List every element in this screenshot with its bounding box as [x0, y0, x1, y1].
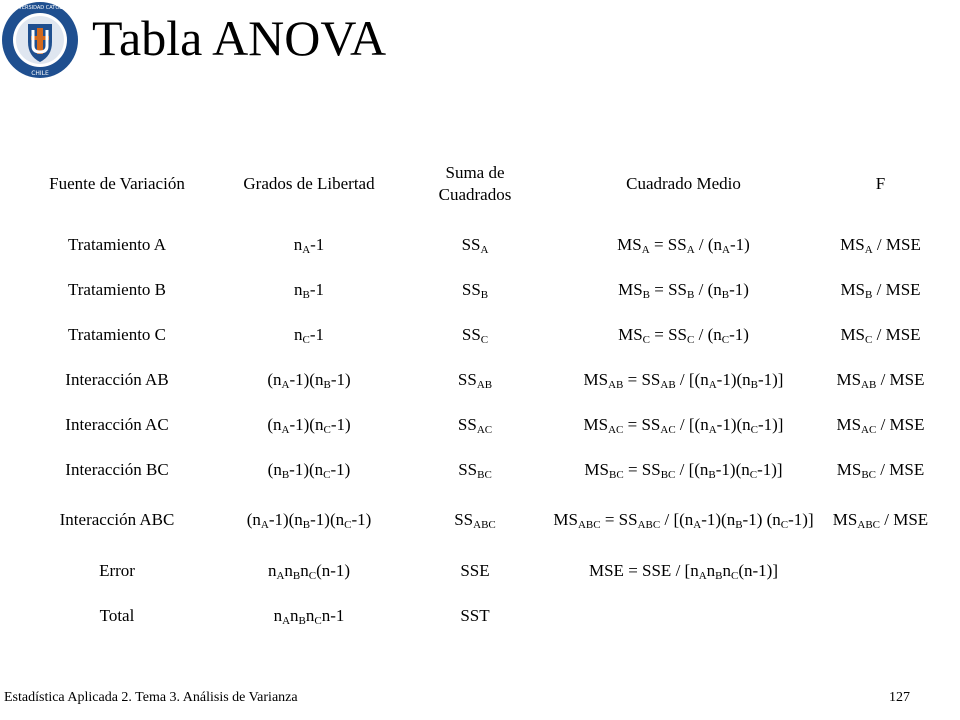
- cell-f: [821, 593, 940, 638]
- cell-source: Total: [99, 605, 135, 625]
- cell-source: Interacción ABC: [59, 510, 175, 529]
- footer-course: Estadística Aplicada 2. Tema 3. Análisis de Varianza: [4, 690, 298, 705]
- table-row: [20, 222, 940, 267]
- cell-ss: $SS_B$: [461, 279, 489, 301]
- table-row: [20, 402, 940, 447]
- cell-source: Interacción BC: [65, 459, 169, 479]
- cell-ss: SST: [460, 605, 490, 625]
- cell-ms: $MS_{BC} = SS_{BC} / [(n_B-1)(n_C-1)]$: [584, 459, 783, 481]
- cell-df: $n_An_Bn_C(n-1)$: [267, 560, 351, 582]
- svg-text:CHILE: CHILE: [31, 70, 49, 77]
- cell-ss: $SS_{ABC}$: [454, 510, 496, 531]
- cell-source: Tratamiento B: [67, 279, 167, 299]
- header-f: F: [875, 174, 886, 193]
- cell-df: $n_A-1$: [293, 234, 325, 256]
- cell-ms: $MS_A = SS_A / (n_A-1)$: [617, 234, 750, 256]
- cell-ss: $SS_{AB}$: [457, 369, 493, 391]
- cell-df: $(n_A-1)(n_C-1)$: [267, 414, 351, 436]
- cell-df: $n_B-1$: [293, 279, 324, 301]
- cell-ms: $MS_C = SS_C / (n_C-1)$: [618, 324, 749, 346]
- svg-text:UNIVERSIDAD CATOLICA: UNIVERSIDAD CATOLICA: [9, 5, 71, 11]
- page-title: Tabla ANOVA: [92, 10, 387, 66]
- cell-f: $MS_C$ / MSE: [840, 324, 921, 346]
- cell-df: $(n_A-1)(n_B-1)(n_C-1)$: [246, 510, 372, 531]
- page-number: 127: [889, 690, 910, 705]
- cell-df: $(n_B-1)(n_C-1)$: [267, 459, 351, 481]
- table-row: [20, 548, 940, 593]
- cell-ms: $MS_{ABC} = SS_{ABC} / [(n_A-1)(n_B-1)$ $(n_C-1)$]: [553, 510, 814, 531]
- cell-df: $n_An_Bn_Cn-1$: [273, 605, 345, 627]
- cell-df: $n_C-1$: [293, 324, 324, 346]
- anova-table: [20, 146, 940, 638]
- cell-f: $MS_{AC}$ / MSE: [836, 414, 925, 436]
- cell-ss: $SS_A$: [461, 234, 489, 256]
- header-ms: Cuadrado Medio: [626, 174, 741, 193]
- cell-source: Interacción AB: [65, 369, 169, 389]
- cell-source: Interacción AC: [65, 414, 169, 434]
- table-row: [20, 492, 940, 548]
- table-row: [20, 357, 940, 402]
- cell-source: Error: [99, 560, 135, 580]
- anova-table-container: [20, 146, 940, 638]
- cell-f: $MS_{AB}$ / MSE: [836, 369, 925, 391]
- table-row: [20, 593, 940, 638]
- cell-f: $MS_{BC}$ / MSE: [836, 459, 925, 481]
- header-source: Fuente de Variación: [49, 174, 185, 193]
- cell-ss: $SS_C$: [461, 324, 489, 346]
- table-row: [20, 447, 940, 492]
- cell-ms: MSE = SSE / $[n_An_Bn_C(n-1)]$: [588, 560, 779, 582]
- cell-ss: $SS_{AC}$: [457, 414, 493, 436]
- header-df: Grados de Libertad: [243, 174, 375, 193]
- cell-source: Tratamiento C: [67, 324, 167, 344]
- table-header-row: [20, 146, 940, 222]
- cell-f: [821, 548, 940, 593]
- cell-df: $(n_A-1)(n_B-1)$: [267, 369, 351, 391]
- cell-ss: SSE: [460, 560, 490, 580]
- cell-f: $MS_B$ / MSE: [840, 279, 921, 301]
- cell-ms: $MS_B = SS_B / (n_B-1)$: [618, 279, 749, 301]
- cell-ms: [546, 593, 821, 638]
- header-ss: Suma de Cuadrados: [438, 163, 512, 204]
- table-row: [20, 267, 940, 312]
- cell-ms: $MS_{AB} = SS_{AB} / [(n_A-1)(n_B-1)]$: [583, 369, 784, 391]
- cell-f: $MS_A$ / MSE: [840, 234, 921, 256]
- cell-f: $MS_{ABC}$ / MSE: [832, 510, 929, 531]
- university-logo: [0, 0, 80, 80]
- cell-ms: $MS_{AC} = SS_{AC} / [(n_A-1)(n_C-1)]$: [583, 414, 784, 436]
- cell-source: Tratamiento A: [67, 234, 167, 254]
- table-row: [20, 312, 940, 357]
- cell-ss: $SS_{BC}$: [458, 459, 492, 481]
